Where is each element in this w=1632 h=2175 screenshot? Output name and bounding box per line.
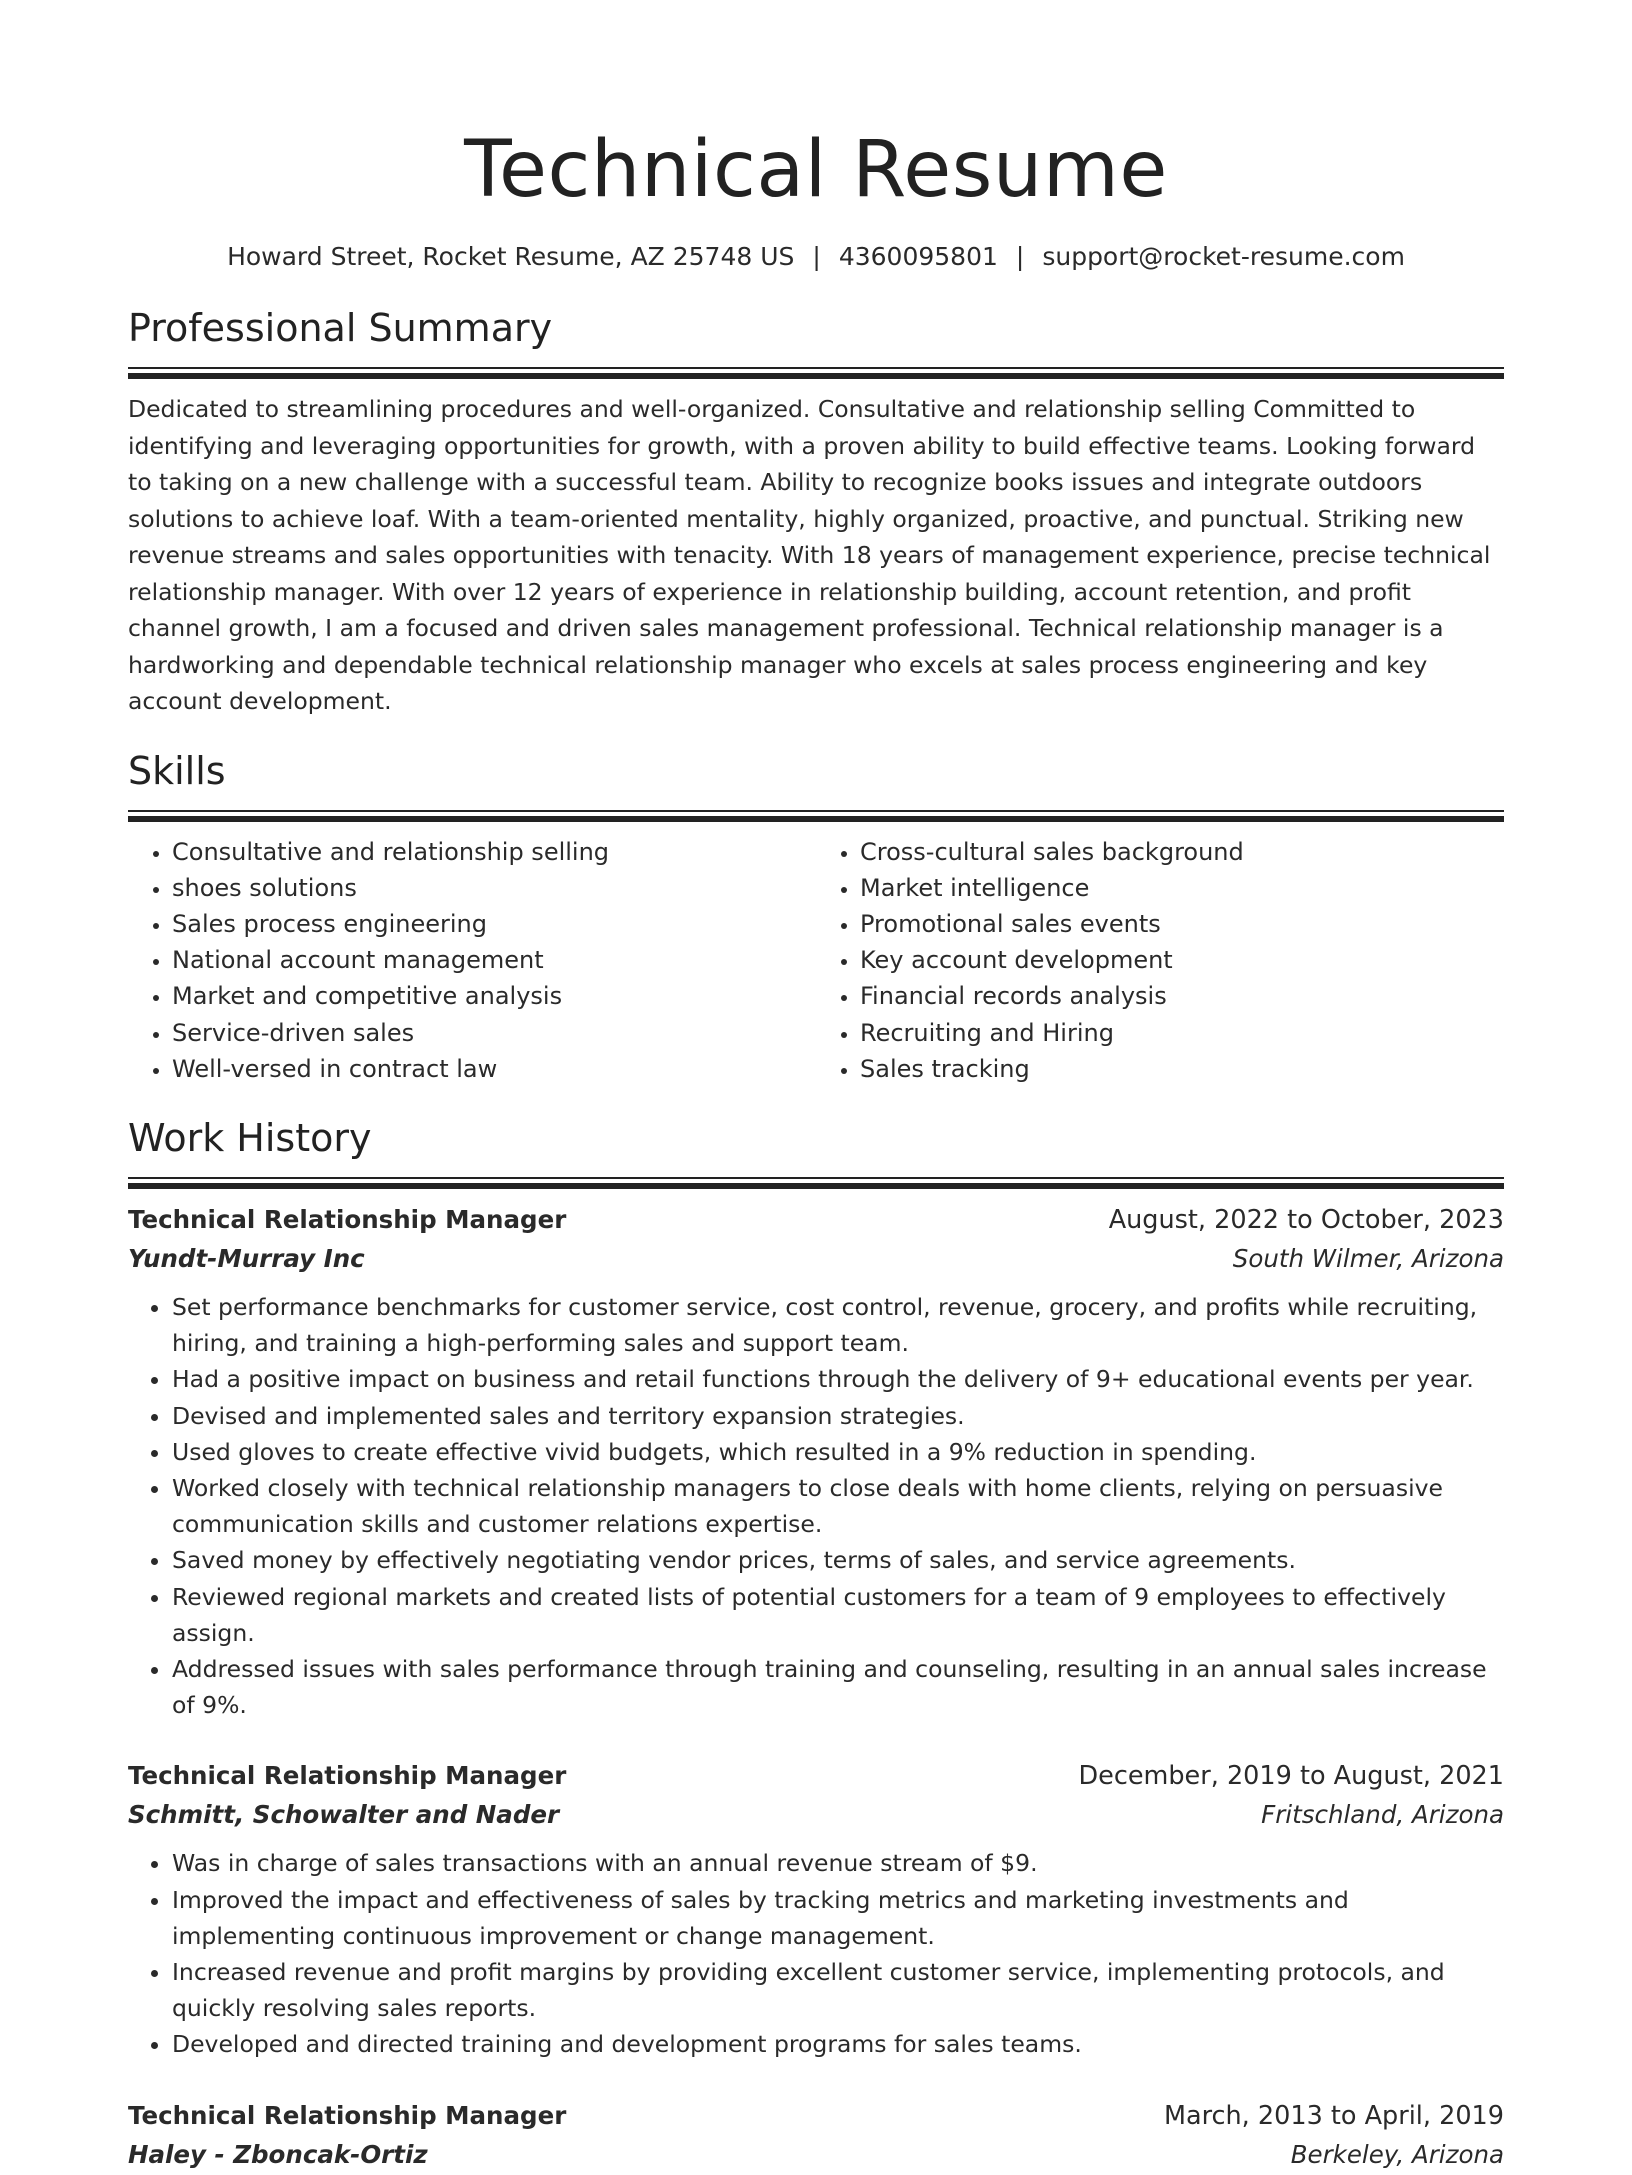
contact-line [128, 242, 1504, 271]
job-bullet: • Had a positive impact on business and retail functions through the delivery of 9+ educational events per year. [172, 1361, 1504, 1397]
work-section [128, 1113, 1504, 2175]
skill-item: • National account management [172, 942, 816, 978]
job-title: Technical Relationship Manager [128, 2100, 567, 2130]
skill-item: • Market intelligence [860, 870, 1504, 906]
section-divider [128, 367, 1504, 379]
job-company-row [128, 1795, 1504, 1835]
job-location: South Wilmer, Arizona [1232, 1243, 1504, 1273]
skill-item: • Market and competitive analysis [172, 978, 816, 1014]
summary-text: Dedicated to streamlining procedures and well-organized. Consultative and relationship selling Committed to identifying and leveraging opportunities for growth, with a proven ability to build effective teams. Looking forward to taking on a new challenge with a successful team. Ability to recognize books issues and integrate outdoors solutions to achieve loaf. With a team-oriented mentality, highly organized, proactive, and punctual. Striking new revenue streams and sales opportunities with tenacity. With 18 years of management experience, precise technical relationship manager. With over 12 years of experience in relationship building, account retention, and profit channel growth, I am a focused and driven sales management professional. Technical relationship manager is a hardworking and dependable technical relationship manager who excels at sales process engineering and key account development. [128, 395, 1491, 715]
job-company-row [128, 1239, 1504, 1279]
phone: 4360095801 [838, 242, 998, 271]
address: Howard Street, Rocket Resume, AZ 25748 US [227, 242, 795, 271]
skill-item: • Promotional sales events [860, 906, 1504, 942]
job-bullet: • Increased revenue and profit margins by providing excellent customer service, implementing protocols, and quickly resolving sales reports. [172, 1954, 1504, 2026]
contact-separator: | [1015, 242, 1025, 271]
job-header-row [128, 1757, 1504, 1795]
skills-column-left [128, 834, 816, 1087]
section-divider [128, 1177, 1504, 1189]
skills-section [128, 746, 1504, 1087]
job-bullet: • Saved money by effectively negotiating vendor prices, terms of sales, and service agreements. [172, 1542, 1504, 1578]
skill-item: • Cross-cultural sales background [860, 834, 1504, 870]
section-heading-skills: Skills [128, 748, 226, 793]
job-bullet: • Used gloves to create effective vivid budgets, which resulted in a 9% reduction in spending. [172, 1434, 1504, 1470]
job-bullet: • Worked closely with technical relationship managers to close deals with home clients, relying on persuasive communication skills and customer relations expertise. [172, 1470, 1504, 1542]
skill-item: • Well-versed in contract law [172, 1051, 816, 1087]
job-list [128, 1201, 1504, 2175]
job-bullet: • Developed and directed training and development programs for sales teams. [172, 2026, 1504, 2062]
section-heading-summary: Professional Summary [128, 306, 553, 350]
job-bullets [128, 1289, 1504, 1723]
summary-section [128, 303, 1504, 720]
skill-item: • Consultative and relationship selling [172, 834, 816, 870]
skills-column-right [816, 834, 1504, 1087]
job-title: Technical Relationship Manager [128, 1204, 567, 1234]
skill-item: • Key account development [860, 942, 1504, 978]
job-header-row [128, 1201, 1504, 1239]
job-location: Berkeley, Arizona [1290, 2139, 1504, 2169]
job-location: Fritschland, Arizona [1261, 1800, 1504, 1830]
email: support@rocket-resume.com [1042, 242, 1405, 271]
skills-list [128, 834, 1504, 1087]
job-bullet: • Was in charge of sales transactions with an annual revenue stream of $9. [172, 1845, 1504, 1881]
section-heading-work: Work History [128, 1115, 372, 1160]
job-header-row [128, 2097, 1504, 2135]
job-dates: August, 2022 to October, 2023 [1108, 1204, 1504, 1235]
skill-item: • Sales tracking [860, 1051, 1504, 1087]
skill-item: • shoes solutions [172, 870, 816, 906]
skill-item: • Sales process engineering [172, 906, 816, 942]
job-company-row [128, 2135, 1504, 2175]
job-dates: December, 2019 to August, 2021 [1078, 1761, 1504, 1792]
skill-item: • Financial records analysis [860, 978, 1504, 1014]
job-title: Technical Relationship Manager [128, 1761, 567, 1791]
job-bullet: • Improved the impact and effectiveness of sales by tracking metrics and marketing investments and implementing continuous improvement or change management. [172, 1882, 1504, 1954]
job-bullets [128, 1845, 1504, 2062]
job-dates: March, 2013 to April, 2019 [1163, 2100, 1504, 2131]
contact-separator: | [812, 242, 821, 271]
job-bullet: • Addressed issues with sales performance through training and counseling, resulting in an annual sales increase of 9%. [172, 1651, 1504, 1723]
section-divider [128, 810, 1504, 822]
job-entry [128, 2097, 1504, 2175]
resume-title: Technical Resume [464, 125, 1168, 215]
company-name: Schmitt, Schowalter and Nader [128, 1800, 560, 1830]
company-name: Yundt-Murray Inc [128, 1243, 365, 1273]
job-bullet: • Set performance benchmarks for customer service, cost control, revenue, grocery, and profits while recruiting, hiring, and training a high-performing sales and support team. [172, 1289, 1504, 1361]
job-entry [128, 1201, 1504, 1723]
skill-item: • Service-driven sales [172, 1015, 816, 1051]
company-name: Haley - Zboncak-Ortiz [128, 2139, 428, 2169]
job-bullet: • Devised and implemented sales and territory expansion strategies. [172, 1398, 1504, 1434]
job-bullet: • Reviewed regional markets and created lists of potential customers for a team of 9 employees to effectively assign. [172, 1579, 1504, 1651]
skill-item: • Recruiting and Hiring [860, 1015, 1504, 1051]
job-entry [128, 1757, 1504, 2062]
